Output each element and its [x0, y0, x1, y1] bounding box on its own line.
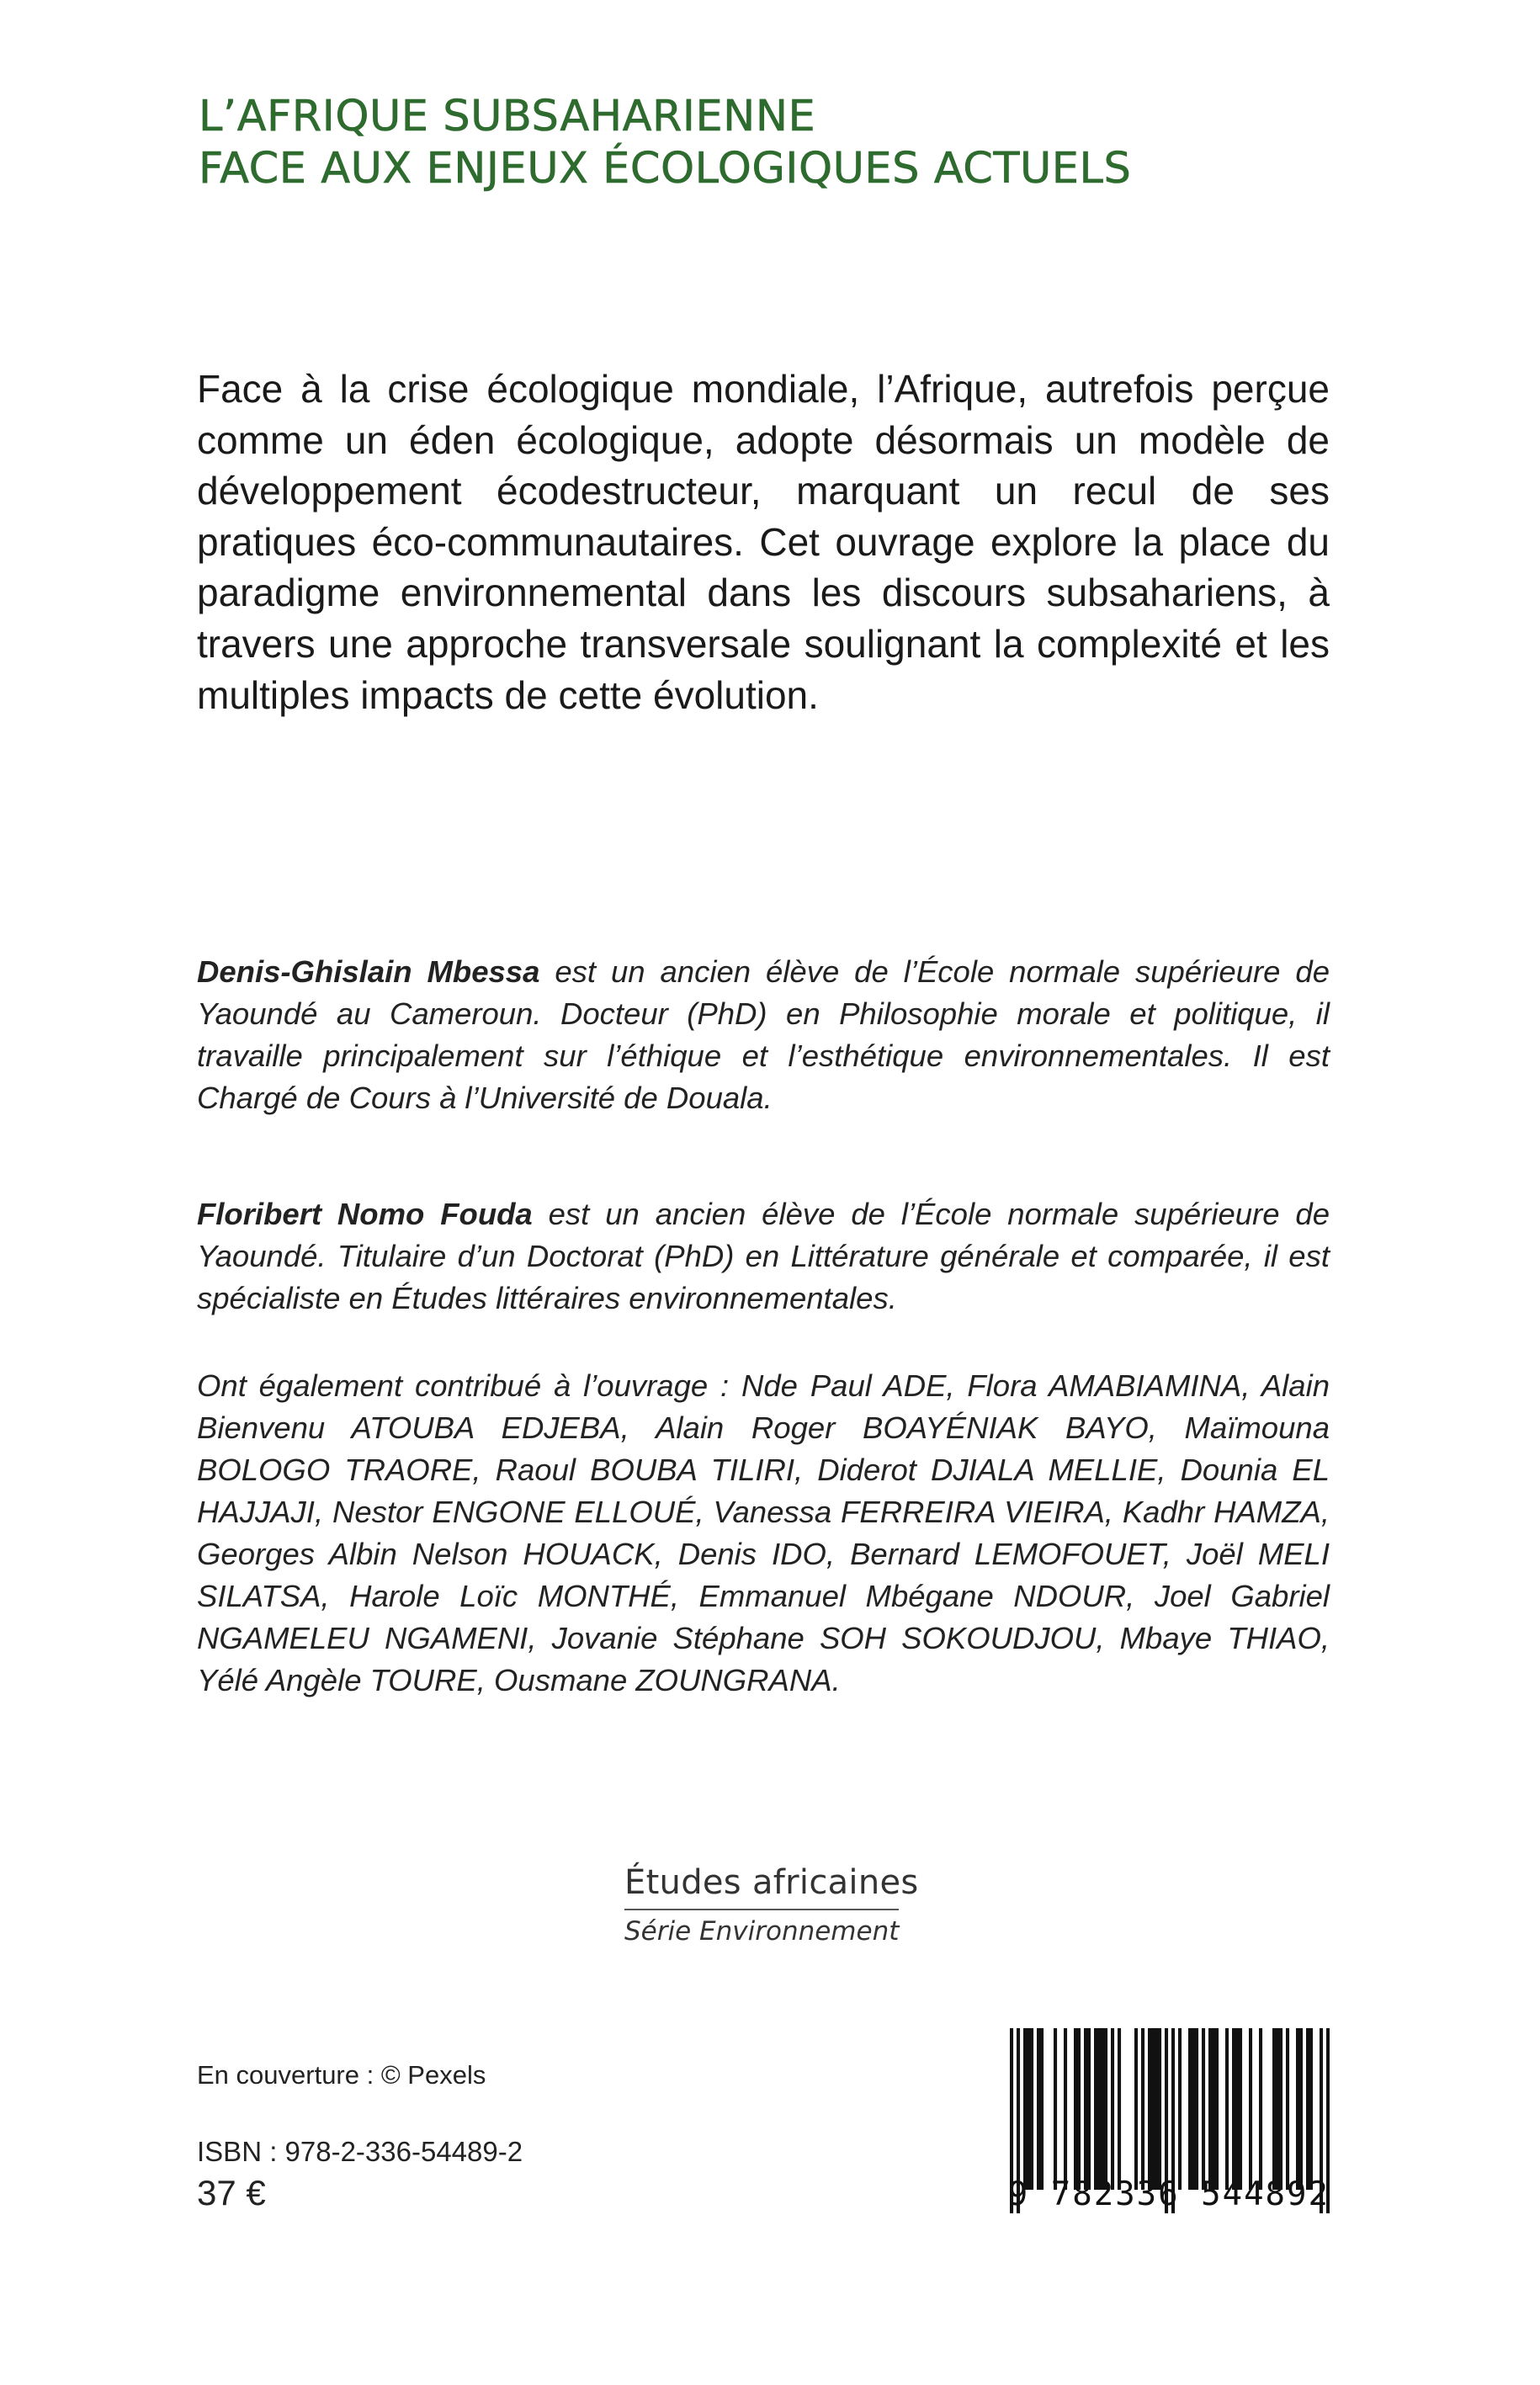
author-bio-1	[197, 951, 1330, 1119]
barcode-digits: 9 782336 544892	[1007, 2175, 1330, 2213]
barcode-bar	[1309, 2028, 1313, 2190]
barcode-bar	[1111, 2028, 1114, 2190]
barcode-bar	[1225, 2028, 1229, 2190]
barcode-bar	[1306, 2028, 1309, 2190]
author-bio-text-2: est un ancien élève de l’École normale supérieure de Yaoundé. Titulaire d’un Doctorat (PhD) en Littérature générale et comparée, il est spécialiste en Études littéraires environnementales.	[197, 1197, 1330, 1315]
barcode-bar	[1178, 2028, 1182, 2190]
barcode-bar	[1097, 2028, 1101, 2190]
barcode-bar	[1215, 2028, 1219, 2190]
barcode-bar	[1239, 2028, 1242, 2190]
author-bio-text-1: est un ancien élève de l’École normale supérieure de Yaoundé au Cameroun. Docteur (PhD) en Philosophie morale et politique, il travaille principalement sur l’éthique et l’esthétique environnementales. Il est Chargé de Cours à l’Université de Douala.	[197, 954, 1330, 1115]
barcode-bar	[1087, 2028, 1091, 2190]
isbn: ISBN : 978-2-336-54489-2	[197, 2136, 523, 2167]
author-name-2: Floribert Nomo Fouda	[197, 1197, 533, 1231]
barcode-bar	[1202, 2028, 1205, 2190]
series-divider	[624, 1909, 899, 1910]
series-name: Études africaines	[624, 1863, 919, 1902]
price: 37 €	[197, 2173, 266, 2212]
barcode-bar	[1118, 2028, 1121, 2190]
barcode-bar	[1074, 2028, 1077, 2190]
barcode-bar	[1249, 2028, 1252, 2190]
barcode-bar	[1299, 2028, 1303, 2190]
barcode-bar	[1235, 2028, 1239, 2190]
barcode-bar	[1195, 2028, 1198, 2190]
contributors-list: Ont également contribué à l’ouvrage : Nde Paul ADE, Flora AMABIAMINA, Alain Bienvenu ATOUBA EDJEBA, Alain Roger BOAYÉNIAK BAYO, Maïmouna BOLOGO TRAORE, Raoul BOUBA TILIRI, Diderot DJIALA MELLIE, Dounia EL HAJJAJI, Nestor ENGONE ELLOUÉ, Vanessa FERREIRA VIEIRA, Kadhr HAMZA, Georges Albin Nelson HOUACK, Denis IDO, Bernard LEMOFOUET, Joël MELI SILATSA, Harole Loïc MONTHÉ, Emmanuel Mbégane NDOUR, Joel Gabriel NGAMELEU NGAMENI, Jovanie Stéphane SOH SOKOUDJOU, Mbaye THIAO, Yélé Angèle TOURE, Ousmane ZOUNGRANA.	[197, 1368, 1330, 1697]
cover-credit: En couverture : © Pexels	[197, 2060, 486, 2090]
book-title-line-2: FACE AUX ENJEUX ÉCOLOGIQUES ACTUELS	[199, 144, 1132, 194]
barcode-bar	[1259, 2028, 1262, 2190]
barcode-bar	[1027, 2028, 1030, 2190]
barcode-bar	[1158, 2028, 1161, 2190]
barcode-bar	[1192, 2028, 1195, 2190]
barcode-bar	[1232, 2028, 1235, 2190]
author-bio-2	[197, 1193, 1330, 1320]
book-title-line-1: L’AFRIQUE SUBSAHARIENNE	[199, 92, 816, 141]
barcode-bar	[1208, 2028, 1212, 2190]
subseries-name: Série Environnement	[624, 1916, 900, 1947]
barcode-bar	[1296, 2028, 1299, 2190]
barcode-bar	[1134, 2028, 1138, 2190]
barcode-bar	[1104, 2028, 1107, 2190]
book-summary: Face à la crise écologique mondiale, l’Afrique, autrefois perçue comme un éden écologique, adopte désormais un modèle de développement écodestructeur, marquant un recul de ses pratiques éco-communautaires. Cet ouvrage explore la place du paradigme environnemental dans les discours subsahariens, à travers une approche transversale soulignant la complexité et les multiples impacts de cette évolution.	[197, 367, 1330, 717]
barcode-bar	[1286, 2028, 1289, 2190]
series-logo	[624, 1860, 919, 1951]
barcode-bar	[1212, 2028, 1215, 2190]
barcode-bar	[1276, 2028, 1279, 2190]
barcode-bar	[1040, 2028, 1043, 2190]
barcode-bar	[1030, 2028, 1033, 2190]
barcode-bar	[1094, 2028, 1097, 2190]
barcode-bar	[1037, 2028, 1040, 2190]
barcode-bar	[1101, 2028, 1104, 2190]
barcode-bar	[1272, 2028, 1276, 2190]
barcode-bar	[1054, 2028, 1057, 2190]
barcode-bar	[1188, 2028, 1192, 2190]
barcode-bar	[1084, 2028, 1087, 2190]
barcode-bar	[1064, 2028, 1067, 2190]
barcode-bar	[1077, 2028, 1081, 2190]
barcode-bar	[1155, 2028, 1158, 2190]
barcode-bar	[1279, 2028, 1282, 2190]
barcode-bar	[1023, 2028, 1027, 2190]
barcode-bar	[1151, 2028, 1155, 2190]
barcode-bar	[1148, 2028, 1151, 2190]
book-title	[199, 91, 1461, 195]
barcode-bar	[1141, 2028, 1144, 2190]
author-name-1: Denis-Ghislain Mbessa	[197, 954, 540, 989]
